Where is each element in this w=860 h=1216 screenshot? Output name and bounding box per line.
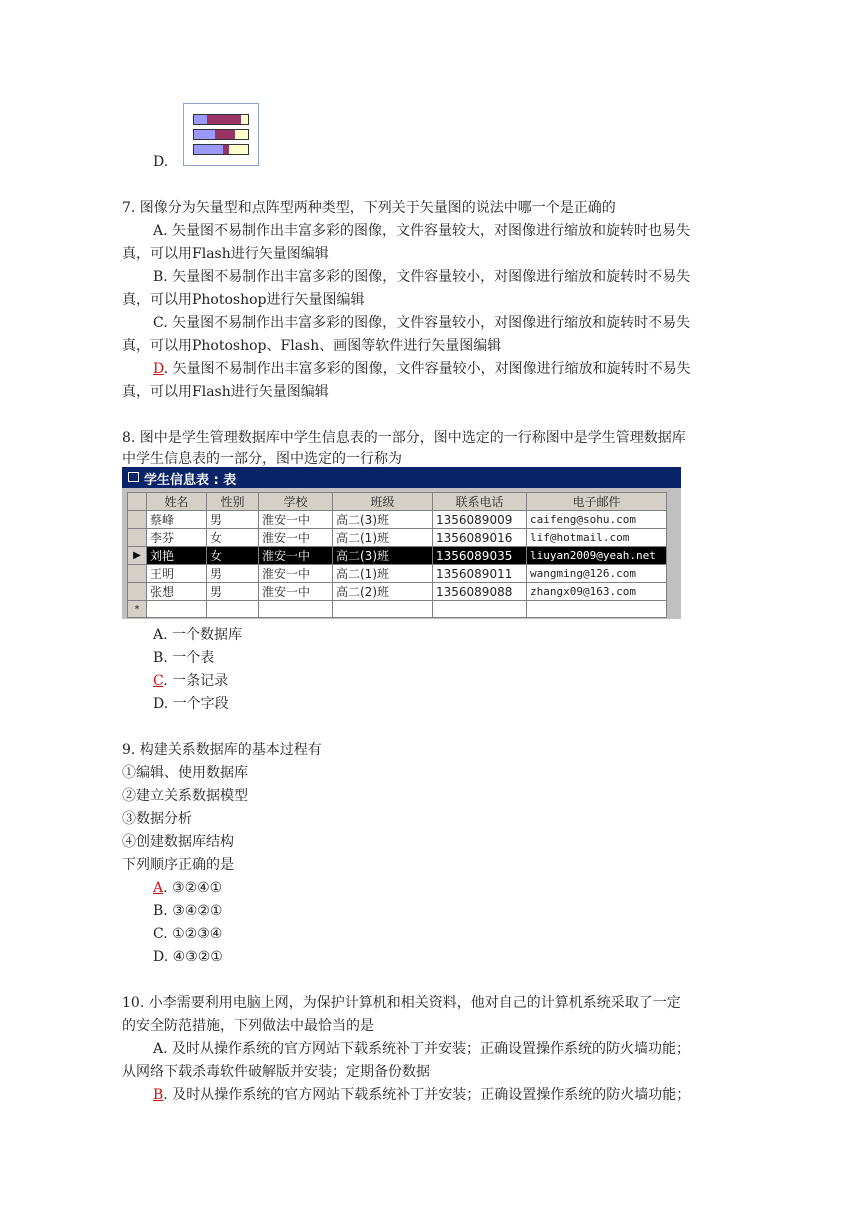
- table-cell[interactable]: 高二(3)班: [333, 511, 433, 529]
- q7-option-d-line2: 真，可以用Flash进行矢量图编辑: [122, 384, 329, 400]
- q9-stem: 9. 构建关系数据库的基本过程有: [122, 742, 322, 758]
- table-cell[interactable]: 女: [207, 547, 259, 565]
- table-cell[interactable]: wangming@126.com: [527, 565, 667, 583]
- header-row: [128, 493, 667, 511]
- table-cell[interactable]: 男: [207, 511, 259, 529]
- q8-stem-line2: 中学生信息表的一部分，图中选定的一行称为: [122, 451, 402, 467]
- q10-stem-line1: 10. 小李需要利用电脑上网，为保护计算机和相关资料，他对自己的计算机系统采取了一定: [122, 995, 681, 1011]
- column-header[interactable]: 性别: [207, 493, 259, 511]
- q7-option-d-line1: D. 矢量图不易制作出丰富多彩的图像，文件容量较小，对图像进行缩放和旋转时不易失: [153, 361, 691, 377]
- q6-option-d-label: D.: [153, 154, 169, 170]
- column-header[interactable]: 班级: [333, 493, 433, 511]
- stacked-bar-thumbnail: [183, 103, 259, 166]
- table-cell[interactable]: 淮安一中: [259, 547, 333, 565]
- table-title: 学生信息表 : 表: [144, 473, 237, 488]
- bar-row-3: [193, 144, 249, 155]
- table-cell[interactable]: caifeng@sohu.com: [527, 511, 667, 529]
- column-header[interactable]: 学校: [259, 493, 333, 511]
- table-row[interactable]: [128, 529, 667, 547]
- table-row[interactable]: [128, 511, 667, 529]
- table-cell[interactable]: 男: [207, 583, 259, 601]
- table-title-bar: [122, 467, 681, 488]
- q9-option-d: D. ④③②①: [153, 949, 223, 965]
- q9-answer-letter: A: [153, 880, 164, 896]
- q9-option-a: A. ③②④①: [153, 880, 223, 896]
- q7-option-a-line2: 真，可以用Flash进行矢量图编辑: [122, 246, 329, 262]
- q10-option-a-line2: 从网络下载杀毒软件破解版并安装；定期备份数据: [122, 1064, 430, 1080]
- q9-option-c: C. ①②③④: [153, 926, 223, 942]
- table-row[interactable]: [128, 565, 667, 583]
- q8-option-d: D. 一个字段: [153, 696, 229, 712]
- table-icon: [128, 472, 139, 482]
- table-cell[interactable]: lif@hotmail.com: [527, 529, 667, 547]
- table-cell[interactable]: [333, 601, 433, 618]
- table-cell[interactable]: zhangx09@163.com: [527, 583, 667, 601]
- bar-row-1: [193, 114, 249, 125]
- q9-step-1: ①编辑、使用数据库: [122, 765, 248, 781]
- new-row-marker[interactable]: *: [128, 601, 147, 618]
- q7-option-c-line2: 真，可以用Photoshop、Flash、画图等软件进行矢量图编辑: [122, 338, 502, 354]
- table-cell[interactable]: 高二(3)班: [333, 547, 433, 565]
- q9-step-3: ③数据分析: [122, 811, 192, 827]
- table-cell[interactable]: 王明: [147, 565, 207, 583]
- selector-header: [128, 493, 147, 511]
- table-cell[interactable]: 刘艳: [147, 547, 207, 565]
- table-cell[interactable]: 1356089011: [433, 565, 527, 583]
- selected-table-row[interactable]: [128, 547, 667, 565]
- table-cell[interactable]: 淮安一中: [259, 583, 333, 601]
- row-selector[interactable]: [128, 529, 147, 547]
- q10-stem-line2: 的安全防范措施，下列做法中最恰当的是: [122, 1018, 374, 1034]
- table-cell[interactable]: [147, 601, 207, 618]
- q7-option-c-line1: C. 矢量图不易制作出丰富多彩的图像，文件容量较小，对图像进行缩放和旋转时不易失: [153, 315, 691, 331]
- table-cell[interactable]: 高二(1)班: [333, 565, 433, 583]
- q8-stem-line1: 8. 图中是学生管理数据库中学生信息表的一部分，图中选定的一行称图中是学生管理数据库: [122, 430, 686, 446]
- q7-answer-letter: D: [153, 361, 164, 377]
- q8-option-a: A. 一个数据库: [153, 627, 243, 643]
- q7-option-b-line1: B. 矢量图不易制作出丰富多彩的图像，文件容量较小，对图像进行缩放和旋转时不易失: [153, 269, 691, 285]
- table-cell[interactable]: 高二(1)班: [333, 529, 433, 547]
- table-cell[interactable]: [527, 601, 667, 618]
- q8-option-c: C. 一条记录: [153, 673, 229, 689]
- table-cell[interactable]: 男: [207, 565, 259, 583]
- table-cell[interactable]: 张想: [147, 583, 207, 601]
- table-row[interactable]: [128, 583, 667, 601]
- q8-option-b: B. 一个表: [153, 650, 215, 666]
- table-cell[interactable]: 蔡峰: [147, 511, 207, 529]
- bar-row-2: [193, 129, 249, 140]
- table-cell[interactable]: 1356089035: [433, 547, 527, 565]
- table-cell[interactable]: [207, 601, 259, 618]
- q10-option-b-line1: B. 及时从操作系统的官方网站下载系统补丁并安装；正确设置操作系统的防火墙功能；: [153, 1087, 691, 1103]
- new-record-row[interactable]: [128, 601, 667, 618]
- table-cell[interactable]: 淮安一中: [259, 511, 333, 529]
- column-header[interactable]: 姓名: [147, 493, 207, 511]
- q10-answer-letter: B: [153, 1087, 164, 1103]
- q8-answer-letter: C: [153, 673, 164, 689]
- student-table-window: [122, 467, 681, 619]
- table-cell[interactable]: 李芬: [147, 529, 207, 547]
- current-row-marker[interactable]: ▶: [128, 547, 147, 565]
- q9-step-4: ④创建数据库结构: [122, 834, 234, 850]
- q9-option-b: B. ③④②①: [153, 903, 223, 919]
- q7-option-b-line2: 真，可以用Photoshop进行矢量图编辑: [122, 292, 365, 308]
- column-header[interactable]: 电子邮件: [527, 493, 667, 511]
- table-cell[interactable]: [433, 601, 527, 618]
- q9-step-2: ②建立关系数据模型: [122, 788, 248, 804]
- table-cell[interactable]: 女: [207, 529, 259, 547]
- table-cell[interactable]: 高二(2)班: [333, 583, 433, 601]
- column-header[interactable]: 联系电话: [433, 493, 527, 511]
- table-cell[interactable]: 1356089009: [433, 511, 527, 529]
- q7-stem: 7. 图像分为矢量型和点阵型两种类型，下列关于矢量图的说法中哪一个是正确的: [122, 200, 616, 216]
- row-selector[interactable]: [128, 583, 147, 601]
- table-cell[interactable]: 1356089088: [433, 583, 527, 601]
- table-cell[interactable]: 淮安一中: [259, 529, 333, 547]
- q10-option-a-line1: A. 及时从操作系统的官方网站下载系统补丁并安装；正确设置操作系统的防火墙功能；: [153, 1041, 691, 1057]
- q7-option-a-line1: A. 矢量图不易制作出丰富多彩的图像，文件容量较大，对图像进行缩放和旋转时也易失: [153, 223, 691, 239]
- table-cell[interactable]: 淮安一中: [259, 565, 333, 583]
- row-selector[interactable]: [128, 511, 147, 529]
- row-selector[interactable]: [128, 565, 147, 583]
- student-info-grid: [127, 492, 667, 618]
- table-cell[interactable]: liuyan2009@yeah.net: [527, 547, 667, 565]
- table-cell[interactable]: 1356089016: [433, 529, 527, 547]
- q9-prompt: 下列顺序正确的是: [122, 857, 234, 873]
- table-cell[interactable]: [259, 601, 333, 618]
